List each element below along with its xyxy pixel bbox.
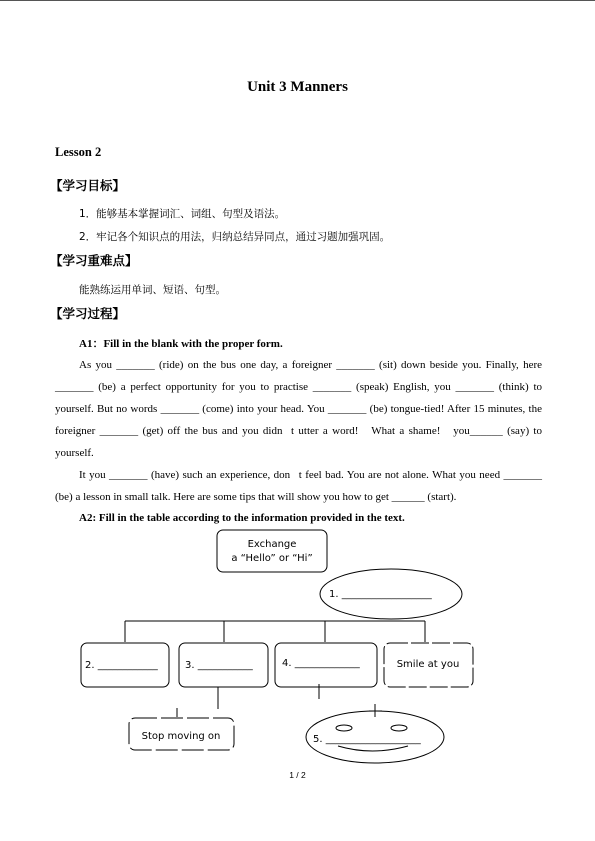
item-2-label: 2. ____________ (85, 660, 158, 671)
key-points-heading: 【学习重难点】 (50, 253, 138, 268)
lesson-heading: Lesson 2 (55, 145, 102, 159)
process-heading: 【学习过程】 (50, 306, 126, 321)
key-points-text: 能熟练运用单词、短语、句型。 (79, 284, 226, 296)
item-5-label: 5. ___________________ (313, 734, 421, 745)
top-box-line1: Exchange (247, 539, 297, 550)
smiley-eye-left (336, 725, 352, 731)
objective-2: 2．牢记各个知识点的用法，归纳总结异同点，通过习题加强巩固。 (79, 231, 391, 243)
item-4-label: 4. _____________ (282, 658, 360, 669)
a2-heading: A2: Fill in the table according to the information provided in the text. (79, 512, 405, 524)
top-box-line2: a “Hello” or “Hi” (231, 553, 313, 564)
smiley-mouth (338, 746, 408, 751)
objectives-heading: 【学习目标】 (50, 178, 126, 193)
item-stop-label: Stop moving on (141, 731, 221, 742)
item-1-label: 1. __________________ (329, 589, 432, 600)
page-title: Unit 3 Manners (247, 79, 348, 95)
item-smile-label: Smile at you (396, 659, 460, 670)
a1-heading: A1：Fill in the blank with the proper form. (79, 338, 283, 350)
a1-paragraph-1: As you _______ (ride) on the bus one day, a foreigner _______ (sit) down beside you. Finally, here _______ (be) a perfect opportunity for you to practise _______ (speak) English, you _______ (think) to yourself. But no words _______ (come) into your head. You _______ (be) tongue-tied! After 15 minutes, the foreigner _______ (get) off the bus and you didn t utter a word!  What a shame!  you______ (say) to yourself. (55, 359, 542, 459)
a1-paragraph-2: It you _______ (have) such an experience, don t feel bad. You are not alone. What you need _______ (be) a lesson in small talk. Here are some tips that will show you how to get ______ (start). (55, 469, 542, 503)
page-number: 1 / 2 (289, 770, 306, 780)
top-box (217, 530, 327, 572)
item-3-label: 3. ___________ (185, 660, 253, 671)
objective-1: 1．能够基本掌握词汇、词组、句型及语法。 (79, 208, 286, 220)
smiley-eye-right (391, 725, 407, 731)
